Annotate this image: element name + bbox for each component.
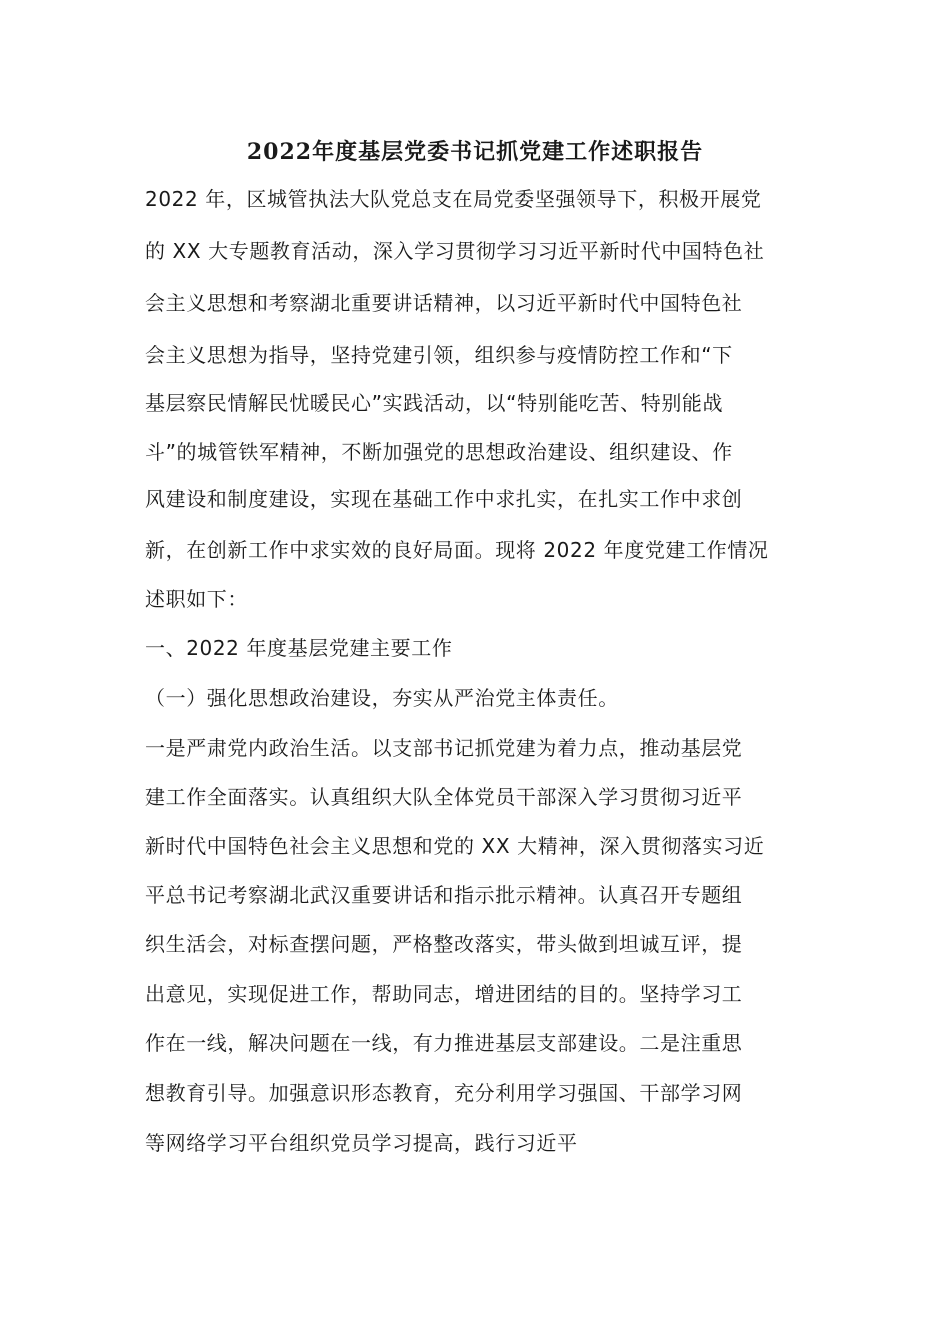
body-line: 斗”的城管铁军精神，不断加强党的思想政治建设、组织建设、作 <box>145 440 733 464</box>
section-heading: 一、2022 年度基层党建主要工作 <box>145 636 453 660</box>
body-line: 新，在创新工作中求实效的良好局面。现将 2022 年度党建工作情况 <box>145 538 769 562</box>
body-line: 基层察民情解民忧暖民心”实践活动，以“特别能吃苦、特别能战 <box>145 391 724 415</box>
body-line: 述职如下： <box>145 587 248 611</box>
body-line: 建工作全面落实。认真组织大队全体党员干部深入学习贯彻习近平 <box>145 785 743 809</box>
body-line: 出意见，实现促进工作，帮助同志，增进团结的目的。坚持学习工 <box>145 982 743 1006</box>
body-line: 新时代中国特色社会主义思想和党的 XX 大精神，深入贯彻落实习近 <box>145 834 765 858</box>
body-line: 风建设和制度建设，实现在基础工作中求扎实，在扎实工作中求创 <box>145 487 743 511</box>
body-line: 想教育引导。加强意识形态教育，充分利用学习强国、干部学习网 <box>145 1081 743 1105</box>
document-title: 2022年度基层党委书记抓党建工作述职报告 <box>246 139 704 165</box>
body-line: 一是严肃党内政治生活。以支部书记抓党建为着力点，推动基层党 <box>145 736 743 760</box>
body-line: 2022 年，区城管执法大队党总支在局党委坚强领导下，积极开展党 <box>145 187 762 211</box>
body-line: 会主义思想和考察湖北重要讲话精神，以习近平新时代中国特色社 <box>145 291 743 315</box>
body-line: 织生活会，对标查摆问题，严格整改落实，带头做到坦诚互评，提 <box>145 932 743 956</box>
body-line: 等网络学习平台组织党员学习提高，践行习近平 <box>145 1131 578 1155</box>
body-line: 作在一线，解决问题在一线，有力推进基层支部建设。二是注重思 <box>145 1031 743 1055</box>
body-line: 的 XX 大专题教育活动，深入学习贯彻学习习近平新时代中国特色社 <box>145 239 765 263</box>
body-line: 平总书记考察湖北武汉重要讲话和指示批示精神。认真召开专题组 <box>145 883 743 907</box>
body-line: 会主义思想为指导，坚持党建引领，组织参与疫情防控工作和“下 <box>145 343 733 367</box>
subsection-heading: （一）强化思想政治建设，夯实从严治党主体责任。 <box>145 686 619 710</box>
